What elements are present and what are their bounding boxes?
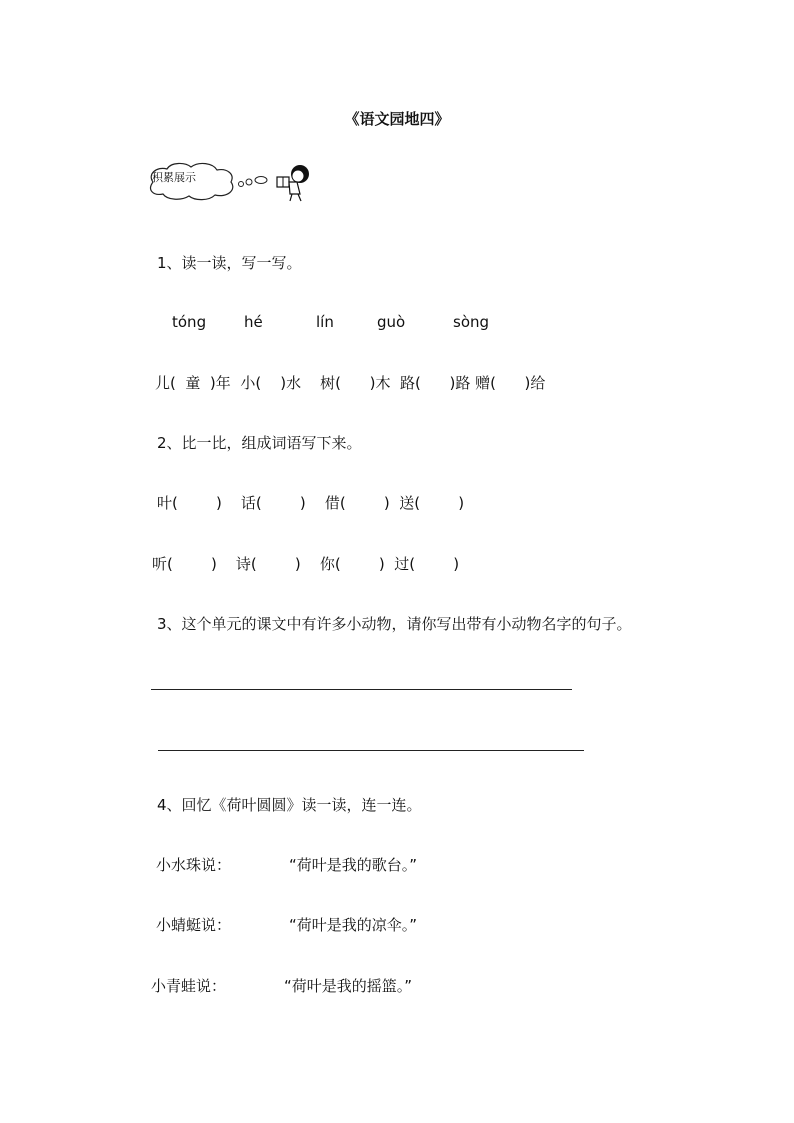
question-1-prompt: 1、读一读，写一写。 bbox=[157, 254, 302, 272]
pinyin-he: hé bbox=[244, 313, 263, 331]
pinyin-tong: tóng bbox=[172, 313, 207, 331]
quote-umbrella[interactable]: “荷叶是我的凉伞。” bbox=[289, 916, 418, 934]
pinyin-row bbox=[0, 312, 794, 432]
question-4-prompt: 4、回忆《荷叶圆圆》读一读，连一连。 bbox=[157, 796, 422, 814]
child-reading-icon bbox=[277, 165, 309, 201]
question-2-row-2: 听( ) 诗( ) 你( ) 过( ) bbox=[152, 555, 460, 573]
pinyin-guo: guò bbox=[377, 313, 406, 331]
quote-cradle[interactable]: “荷叶是我的摇篮。” bbox=[284, 977, 413, 995]
page-title: 《语文园地四》 bbox=[344, 110, 450, 128]
speaker-dragonfly[interactable]: 小蜻蜓说： bbox=[156, 916, 232, 934]
quote-stage[interactable]: “荷叶是我的歌台。” bbox=[289, 856, 418, 874]
badge-label: 积累展示 bbox=[152, 171, 196, 184]
speaker-water-drop[interactable]: 小水珠说： bbox=[156, 856, 232, 874]
pinyin-lin: lín bbox=[316, 313, 334, 331]
question-2-row-1: 叶( ) 话( ) 借( ) 送( ) bbox=[157, 494, 465, 512]
question-3-prompt: 3、这个单元的课文中有许多小动物，请你写出带有小动物名字的句子。 bbox=[157, 615, 632, 633]
answer-line-2[interactable] bbox=[158, 750, 584, 751]
pinyin-song: sòng bbox=[453, 313, 490, 331]
question-1-words: 儿( 童 )年 小( )水 树( )木 路( )路 赠( )给 bbox=[155, 374, 546, 392]
answer-line-1[interactable] bbox=[151, 689, 572, 690]
question-2-prompt: 2、比一比，组成词语写下来。 bbox=[157, 434, 362, 452]
speaker-frog[interactable]: 小青蛙说： bbox=[151, 977, 227, 995]
